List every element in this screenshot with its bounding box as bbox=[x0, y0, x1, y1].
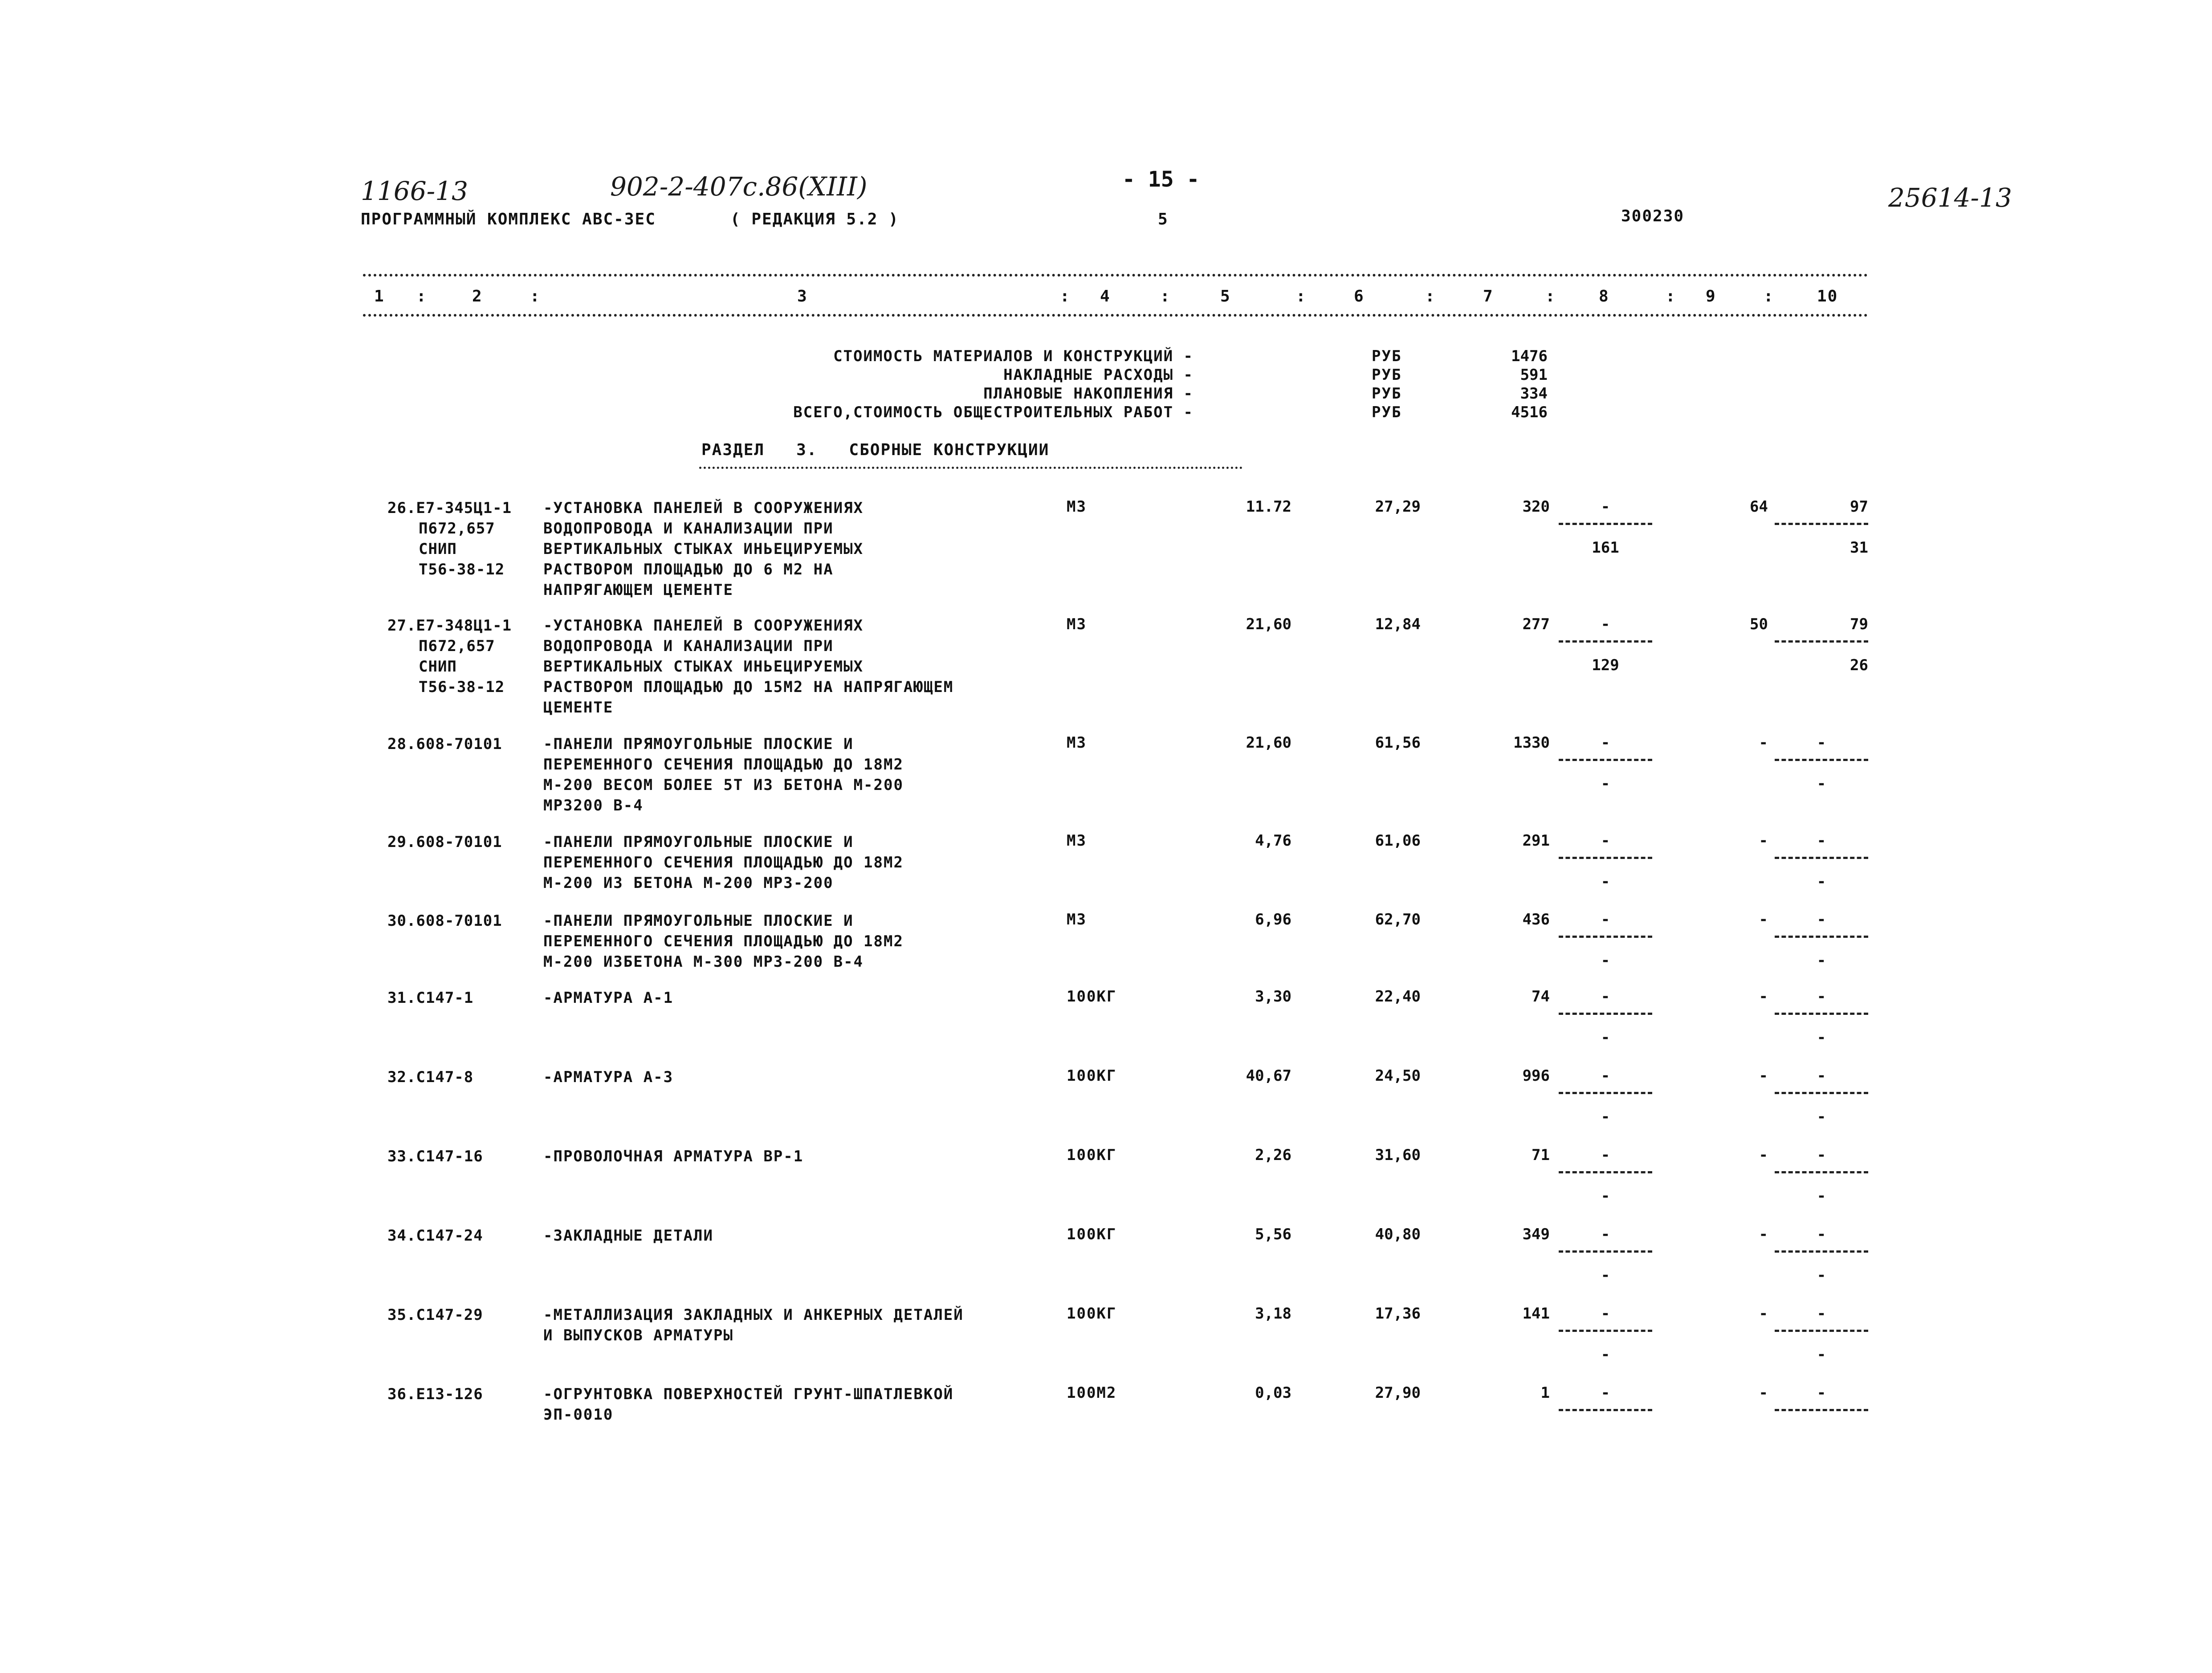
section-underline bbox=[699, 467, 1242, 469]
item-code bbox=[387, 1305, 548, 1325]
item-total: 349 bbox=[1522, 1225, 1550, 1243]
item-col10-bottom: - bbox=[1817, 873, 1826, 891]
item-quantity: 3,30 bbox=[1255, 988, 1291, 1005]
item-col10-bottom: - bbox=[1817, 775, 1826, 793]
item-col9: 50 bbox=[1750, 615, 1768, 633]
item-code-line: 34.С147-24 bbox=[387, 1227, 483, 1245]
item-col8-divider bbox=[1559, 1092, 1652, 1094]
item-col8-top: - bbox=[1601, 911, 1610, 928]
item-quantity: 5,56 bbox=[1255, 1225, 1291, 1243]
item-col10-top: - bbox=[1817, 832, 1826, 850]
item-code bbox=[387, 911, 548, 931]
item-col8-divider bbox=[1559, 1171, 1652, 1173]
item-col8-bottom: - bbox=[1601, 1187, 1610, 1205]
item-description bbox=[543, 1067, 1078, 1087]
item-col10-bottom: - bbox=[1817, 1346, 1826, 1364]
item-col9: - bbox=[1759, 1146, 1768, 1164]
item-description-line: И ВЫПУСКОВ АРМАТУРЫ bbox=[543, 1327, 733, 1344]
item-col10-bottom: - bbox=[1817, 1187, 1826, 1205]
item-description-line: РАСТВОРОМ ПЛОЩАДЬЮ ДО 6 М2 НА bbox=[543, 561, 834, 578]
item-col8-bottom: - bbox=[1601, 873, 1610, 891]
item-description-line: М-200 ВЕСОМ БОЛЕЕ 5Т ИЗ БЕТОНА М-200 bbox=[543, 776, 904, 794]
item-description-line: -ПРОВОЛОЧНАЯ АРМАТУРА ВР-1 bbox=[543, 1148, 804, 1165]
item-col10-divider bbox=[1775, 1092, 1868, 1094]
item-col8-bottom: - bbox=[1601, 1108, 1610, 1126]
item-quantity: 11.72 bbox=[1246, 498, 1291, 516]
item-col8-top: - bbox=[1601, 1225, 1610, 1243]
item-code-line: 27.Е7-348Ц1-1 bbox=[387, 617, 512, 635]
item-col8-bottom: - bbox=[1601, 775, 1610, 793]
page-number: - 15 - bbox=[1122, 167, 1200, 192]
item-col8-top: - bbox=[1601, 1146, 1610, 1164]
item-col10-top: - bbox=[1817, 1225, 1826, 1243]
item-col10-top: 79 bbox=[1850, 615, 1868, 633]
column-number: 7 bbox=[1483, 287, 1494, 305]
column-number: 9 bbox=[1706, 287, 1716, 305]
item-col9: - bbox=[1759, 1384, 1768, 1402]
item-col10-divider bbox=[1775, 1013, 1868, 1015]
item-description-line: НАПРЯГАЮЩЕМ ЦЕМЕНТЕ bbox=[543, 581, 733, 599]
item-col10-top: - bbox=[1817, 1384, 1826, 1402]
item-description bbox=[543, 1305, 1078, 1346]
item-col8-bottom: - bbox=[1601, 952, 1610, 969]
item-col8-top: - bbox=[1601, 615, 1610, 633]
item-total: 1330 bbox=[1513, 734, 1550, 752]
item-col8-divider bbox=[1559, 1250, 1652, 1253]
summary-unit: РУБ bbox=[1372, 385, 1402, 403]
item-total: 291 bbox=[1522, 832, 1550, 850]
column-separator: : bbox=[1296, 287, 1307, 305]
item-col8-bottom: - bbox=[1601, 1266, 1610, 1284]
item-col8-top: - bbox=[1601, 1305, 1610, 1323]
summary-label: СТОИМОСТЬ МАТЕРИАЛОВ И КОНСТРУКЦИЙ - bbox=[833, 347, 1194, 365]
item-col8-divider bbox=[1559, 1013, 1652, 1015]
item-col8-top: - bbox=[1601, 1384, 1610, 1402]
summary-label: ВСЕГО,СТОИМОСТЬ ОБЩЕСТРОИТЕЛЬНЫХ РАБОТ - bbox=[793, 403, 1194, 421]
item-description-line: МРЗ200 В-4 bbox=[543, 797, 644, 814]
item-col10-top: 97 bbox=[1850, 498, 1868, 516]
item-code bbox=[387, 832, 548, 852]
item-code-line: 31.С147-1 bbox=[387, 989, 474, 1007]
summary-value: 591 bbox=[1520, 366, 1548, 384]
item-description-line: -АРМАТУРА А-3 bbox=[543, 1068, 674, 1086]
item-description-line: М-200 ИЗБЕТОНА М-300 МРЗ-200 В-4 bbox=[543, 953, 864, 971]
column-separator: : bbox=[1764, 287, 1774, 305]
item-code bbox=[387, 1225, 548, 1246]
item-description bbox=[543, 615, 1078, 718]
item-col8-divider bbox=[1559, 936, 1652, 938]
item-total: 320 bbox=[1522, 498, 1550, 516]
summary-label: ПЛАНОВЫЕ НАКОПЛЕНИЯ - bbox=[983, 385, 1194, 403]
item-price: 31,60 bbox=[1375, 1146, 1421, 1164]
item-code bbox=[387, 1067, 548, 1087]
item-description-line: -МЕТАЛЛИЗАЦИЯ ЗАКЛАДНЫХ И АНКЕРНЫХ ДЕТАЛЕЙ bbox=[543, 1306, 964, 1324]
item-description-line: -ПАНЕЛИ ПРЯМОУГОЛЬНЫЕ ПЛОСКИЕ И bbox=[543, 833, 854, 851]
summary-unit: РУБ bbox=[1372, 403, 1402, 421]
item-description bbox=[543, 734, 1078, 816]
item-col10-bottom: - bbox=[1817, 1029, 1826, 1046]
summary-value: 334 bbox=[1520, 385, 1548, 403]
item-description-line: М-200 ИЗ БЕТОНА М-200 МРЗ-200 bbox=[543, 874, 834, 892]
item-col9: - bbox=[1759, 832, 1768, 850]
item-description-line: -ПАНЕЛИ ПРЯМОУГОЛЬНЫЕ ПЛОСКИЕ И bbox=[543, 735, 854, 753]
item-unit: 100КГ bbox=[1067, 1067, 1117, 1085]
item-description bbox=[543, 911, 1078, 972]
section-number: 5 bbox=[1158, 210, 1169, 228]
summary-value: 4516 bbox=[1511, 403, 1548, 421]
column-separator: : bbox=[1160, 287, 1171, 305]
item-description-line: ВЕРТИКАЛЬНЫХ СТЫКАХ ИНЬЕЦИРУЕМЫХ bbox=[543, 540, 864, 558]
item-total: 996 bbox=[1522, 1067, 1550, 1085]
item-col9: - bbox=[1759, 1067, 1768, 1085]
item-description bbox=[543, 1225, 1078, 1246]
item-price: 24,50 bbox=[1375, 1067, 1421, 1085]
item-col10-divider bbox=[1775, 1171, 1868, 1173]
item-description-line: -УСТАНОВКА ПАНЕЛЕЙ В СООРУЖЕНИЯХ bbox=[543, 499, 864, 517]
handwritten-left-code: 1166-13 bbox=[361, 176, 468, 206]
item-quantity: 2,26 bbox=[1255, 1146, 1291, 1164]
item-price: 22,40 bbox=[1375, 988, 1421, 1005]
item-col9: 64 bbox=[1750, 498, 1768, 516]
column-number: 6 bbox=[1354, 287, 1365, 305]
item-col10-bottom: - bbox=[1817, 952, 1826, 969]
item-description-line: -ОГРУНТОВКА ПОВЕРХНОСТЕЙ ГРУНТ-ШПАТЛЕВКОЙ bbox=[543, 1385, 954, 1403]
top-rule bbox=[363, 274, 1868, 277]
column-number: 1 bbox=[374, 287, 385, 305]
program-name: ПРОГРАММНЫЙ КОМПЛЕКС АВС-ЗЕС bbox=[361, 210, 656, 228]
item-col9: - bbox=[1759, 1305, 1768, 1323]
item-description-line: ПЕРЕМЕННОГО СЕЧЕНИЯ ПЛОЩАДЬЮ ДО 18М2 bbox=[543, 932, 904, 950]
item-code-line: СНИП bbox=[419, 658, 457, 676]
item-description-line: -АРМАТУРА А-1 bbox=[543, 989, 674, 1007]
item-price: 61,56 bbox=[1375, 734, 1421, 752]
item-col10-top: - bbox=[1817, 1067, 1826, 1085]
item-col8-bottom: - bbox=[1601, 1029, 1610, 1046]
item-col10-bottom: - bbox=[1817, 1266, 1826, 1284]
item-unit: 100КГ bbox=[1067, 1146, 1117, 1164]
item-code-line: 33.С147-16 bbox=[387, 1148, 483, 1165]
item-code-line: 32.С147-8 bbox=[387, 1068, 474, 1086]
item-total: 74 bbox=[1532, 988, 1550, 1005]
item-col8-divider bbox=[1559, 1330, 1652, 1332]
item-col8-divider bbox=[1559, 857, 1652, 859]
header-bottom-rule bbox=[363, 314, 1868, 317]
item-col8-divider bbox=[1559, 759, 1652, 761]
handwritten-project-code: 902-2-407с.86(XIII) bbox=[610, 171, 868, 202]
item-total: 277 bbox=[1522, 615, 1550, 633]
item-col8-divider bbox=[1559, 523, 1652, 525]
column-number: 3 bbox=[797, 287, 808, 305]
item-col10-top: - bbox=[1817, 1146, 1826, 1164]
column-number: 4 bbox=[1100, 287, 1111, 305]
item-col10-top: - bbox=[1817, 911, 1826, 928]
item-col10-divider bbox=[1775, 1250, 1868, 1253]
item-description-line: ВЕРТИКАЛЬНЫХ СТЫКАХ ИНЬЕЦИРУЕМЫХ bbox=[543, 658, 864, 676]
item-col10-top: - bbox=[1817, 988, 1826, 1005]
item-unit: М3 bbox=[1067, 911, 1087, 928]
item-quantity: 3,18 bbox=[1255, 1305, 1291, 1323]
item-code-line: Т56-38-12 bbox=[419, 678, 505, 696]
item-col10-top: - bbox=[1817, 734, 1826, 752]
item-col10-divider bbox=[1775, 759, 1868, 761]
item-col9: - bbox=[1759, 911, 1768, 928]
item-code-line: 30.608-70101 bbox=[387, 912, 502, 930]
item-price: 27,29 bbox=[1375, 498, 1421, 516]
item-col8-top: - bbox=[1601, 1067, 1610, 1085]
item-code bbox=[387, 988, 548, 1008]
item-unit: М3 bbox=[1067, 615, 1087, 633]
item-col9: - bbox=[1759, 1225, 1768, 1243]
item-col8-bottom: - bbox=[1601, 1346, 1610, 1364]
item-quantity: 40,67 bbox=[1246, 1067, 1291, 1085]
section-title: РАЗДЕЛ 3. СБОРНЫЕ КОНСТРУКЦИИ bbox=[701, 441, 1050, 459]
item-description-line: ПЕРЕМЕННОГО СЕЧЕНИЯ ПЛОЩАДЬЮ ДО 18М2 bbox=[543, 756, 904, 773]
item-description bbox=[543, 1384, 1078, 1425]
item-unit: М3 bbox=[1067, 734, 1087, 752]
item-total: 141 bbox=[1522, 1305, 1550, 1323]
item-col8-top: - bbox=[1601, 734, 1610, 752]
summary-value: 1476 bbox=[1511, 347, 1548, 365]
item-col10-top: - bbox=[1817, 1305, 1826, 1323]
item-price: 62,70 bbox=[1375, 911, 1421, 928]
item-description-line: ЭП-0010 bbox=[543, 1406, 614, 1424]
column-number: 2 bbox=[472, 287, 483, 305]
summary-label: НАКЛАДНЫЕ РАСХОДЫ - bbox=[1003, 366, 1194, 384]
column-separator: : bbox=[530, 287, 541, 305]
item-unit: 100КГ bbox=[1067, 1225, 1117, 1243]
item-col9: - bbox=[1759, 734, 1768, 752]
item-description bbox=[543, 832, 1078, 893]
item-price: 40,80 bbox=[1375, 1225, 1421, 1243]
item-col10-bottom: - bbox=[1817, 1108, 1826, 1126]
item-price: 61,06 bbox=[1375, 832, 1421, 850]
item-price: 17,36 bbox=[1375, 1305, 1421, 1323]
summary-unit: РУБ bbox=[1372, 347, 1402, 365]
summary-unit: РУБ bbox=[1372, 366, 1402, 384]
item-col8-divider bbox=[1559, 1409, 1652, 1411]
document-number: 300230 bbox=[1621, 207, 1685, 225]
item-code-line: П672,657 bbox=[419, 637, 495, 655]
item-description-line: -ПАНЕЛИ ПРЯМОУГОЛЬНЫЕ ПЛОСКИЕ И bbox=[543, 912, 854, 930]
column-separator: : bbox=[416, 287, 427, 305]
item-price: 27,90 bbox=[1375, 1384, 1421, 1402]
item-quantity: 0,03 bbox=[1255, 1384, 1291, 1402]
item-description bbox=[543, 988, 1078, 1008]
item-description-line: -УСТАНОВКА ПАНЕЛЕЙ В СООРУЖЕНИЯХ bbox=[543, 617, 864, 635]
column-separator: : bbox=[1060, 287, 1071, 305]
column-separator: : bbox=[1425, 287, 1436, 305]
item-code-line: СНИП bbox=[419, 540, 457, 558]
item-col10-divider bbox=[1775, 1330, 1868, 1332]
column-number: 5 bbox=[1220, 287, 1231, 305]
item-code-line: 29.608-70101 bbox=[387, 833, 502, 851]
item-code bbox=[387, 615, 548, 697]
item-code-line: П672,657 bbox=[419, 520, 495, 537]
item-description-line: ВОДОПРОВОДА И КАНАЛИЗАЦИИ ПРИ bbox=[543, 520, 834, 537]
item-unit: М3 bbox=[1067, 832, 1087, 850]
column-separator: : bbox=[1666, 287, 1676, 305]
item-price: 12,84 bbox=[1375, 615, 1421, 633]
item-unit: 100М2 bbox=[1067, 1384, 1117, 1402]
column-number: 10 bbox=[1817, 287, 1838, 305]
item-col10-divider bbox=[1775, 936, 1868, 938]
item-col8-top: - bbox=[1601, 832, 1610, 850]
item-code bbox=[387, 734, 548, 754]
item-col8-divider bbox=[1559, 640, 1652, 643]
item-description-line: РАСТВОРОМ ПЛОЩАДЬЮ ДО 15М2 НА НАПРЯГАЮЩЕМ bbox=[543, 678, 954, 696]
item-description-line: -ЗАКЛАДНЫЕ ДЕТАЛИ bbox=[543, 1227, 713, 1245]
item-col10-bottom: 31 bbox=[1850, 539, 1868, 557]
item-quantity: 21,60 bbox=[1246, 734, 1291, 752]
item-description-line: ПЕРЕМЕННОГО СЕЧЕНИЯ ПЛОЩАДЬЮ ДО 18М2 bbox=[543, 854, 904, 871]
item-code-line: 35.С147-29 bbox=[387, 1306, 483, 1324]
item-code bbox=[387, 498, 548, 580]
item-description bbox=[543, 1146, 1078, 1167]
item-code-line: 28.608-70101 bbox=[387, 735, 502, 753]
item-col8-bottom: 161 bbox=[1592, 539, 1619, 557]
item-quantity: 21,60 bbox=[1246, 615, 1291, 633]
item-unit: 100КГ bbox=[1067, 988, 1117, 1005]
item-col10-divider bbox=[1775, 1409, 1868, 1411]
item-code bbox=[387, 1384, 548, 1404]
item-col8-top: - bbox=[1601, 498, 1610, 516]
item-col10-divider bbox=[1775, 523, 1868, 525]
item-total: 1 bbox=[1540, 1384, 1550, 1402]
item-col10-divider bbox=[1775, 640, 1868, 643]
item-code bbox=[387, 1146, 548, 1167]
item-description-line: ВОДОПРОВОДА И КАНАЛИЗАЦИИ ПРИ bbox=[543, 637, 834, 655]
item-col10-bottom: 26 bbox=[1850, 656, 1868, 674]
item-col8-bottom: 129 bbox=[1592, 656, 1619, 674]
item-col9: - bbox=[1759, 988, 1768, 1005]
item-description-line: ЦЕМЕНТЕ bbox=[543, 699, 614, 716]
item-unit: 100КГ bbox=[1067, 1305, 1117, 1323]
handwritten-right-code: 25614-13 bbox=[1888, 183, 2012, 213]
item-col10-divider bbox=[1775, 857, 1868, 859]
item-total: 436 bbox=[1522, 911, 1550, 928]
edition: ( РЕДАКЦИЯ 5.2 ) bbox=[730, 210, 899, 228]
item-quantity: 6,96 bbox=[1255, 911, 1291, 928]
column-separator: : bbox=[1545, 287, 1556, 305]
item-unit: М3 bbox=[1067, 498, 1087, 516]
item-code-line: Т56-38-12 bbox=[419, 561, 505, 578]
column-number: 8 bbox=[1599, 287, 1609, 305]
item-description bbox=[543, 498, 1078, 600]
item-code-line: 36.Е13-126 bbox=[387, 1385, 483, 1403]
item-total: 71 bbox=[1532, 1146, 1550, 1164]
item-code-line: 26.Е7-345Ц1-1 bbox=[387, 499, 512, 517]
item-col8-top: - bbox=[1601, 988, 1610, 1005]
item-quantity: 4,76 bbox=[1255, 832, 1291, 850]
